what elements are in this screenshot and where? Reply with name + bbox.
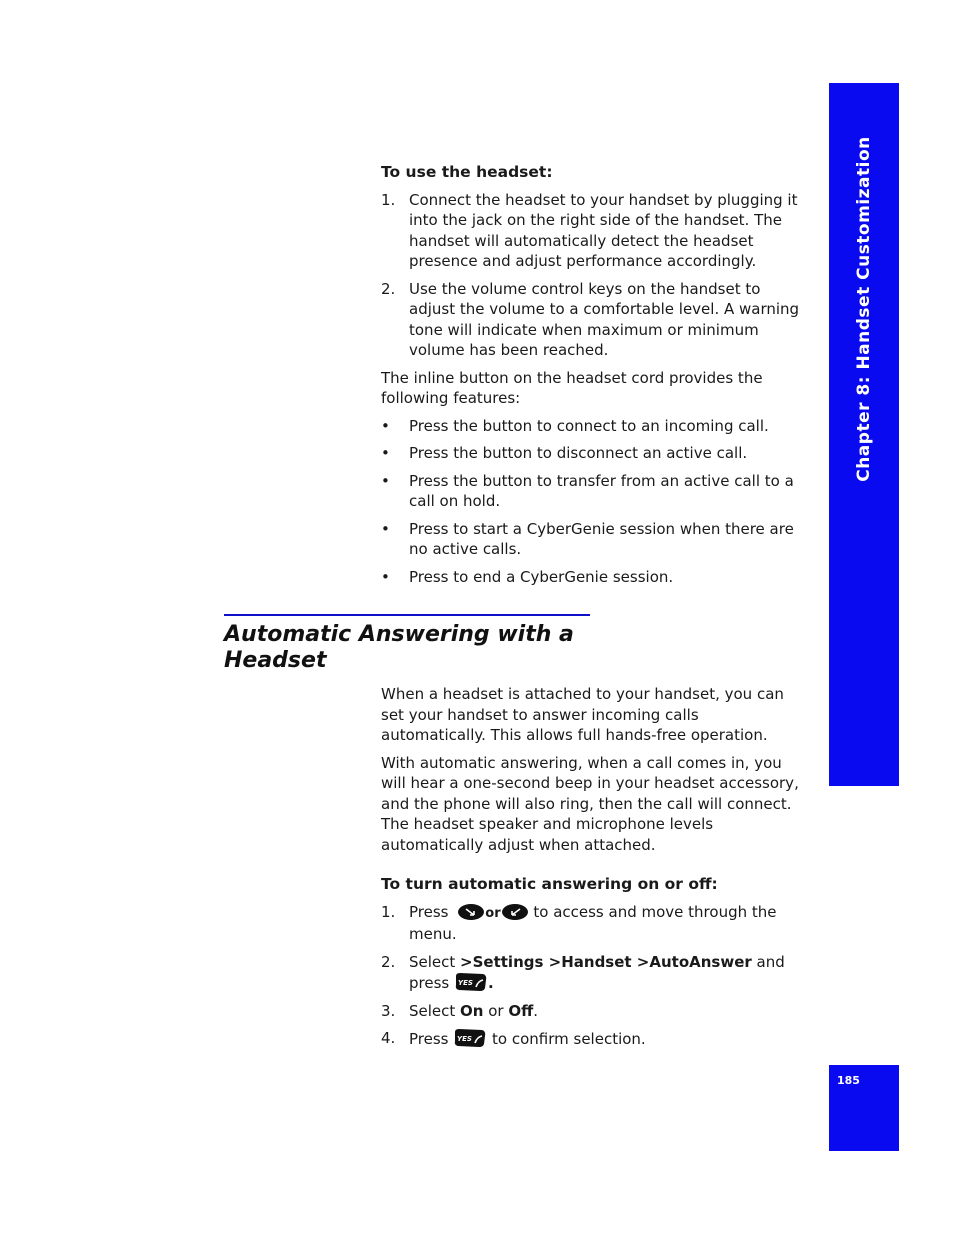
- headset-steps: [381, 190, 801, 361]
- svg-text:YES: YES: [457, 1035, 473, 1043]
- page-number-tab: [829, 1065, 899, 1151]
- auto-answer-section: [381, 684, 801, 1050]
- yes-key-icon: [453, 1028, 487, 1048]
- list-item: • Press to end a CyberGenie session.: [381, 567, 674, 586]
- list-item: • Press the button to transfer from an active call to a call on hold.: [381, 471, 794, 510]
- list-item: 2. Select >Settings >Handset >AutoAnswer and press YES .: [381, 952, 785, 992]
- chapter-title: Chapter 8: Handset Customization: [854, 136, 874, 482]
- headset-heading: To use the headset:: [381, 163, 553, 181]
- auto-answer-heading: To turn automatic answering on or off:: [381, 875, 718, 893]
- list-item: • Press the button to disconnect an active call.: [381, 444, 748, 462]
- section-title: Automatic Answering with a Headset: [224, 622, 574, 673]
- inline-button-features: [381, 416, 801, 588]
- menu-path: >Settings >Handset >AutoAnswer: [460, 952, 752, 971]
- headset-usage-section: [381, 162, 801, 587]
- list-item: 2. Use the volume control keys on the handset to adjust the volume to a comfortable level. A warning tone will indicate when maximum or minimum volume has been reached.: [381, 279, 800, 359]
- auto-answer-para-2: With automatic answering, when a call comes in, you will hear a one-second beep in your headset accessory, and the phone will also ring, then the call will connect. The headset speaker and microphone levels automatically adjust when attached.: [381, 753, 799, 854]
- auto-answer-steps: [381, 902, 801, 1050]
- yes-key-icon: [454, 972, 488, 992]
- chapter-side-tab: [829, 83, 899, 786]
- list-item: 1. Connect the headset to your handset by plugging it into the jack on the right side of the handset. The handset will automatically detect the headset presence and adjust performance accordingly.: [381, 190, 798, 270]
- nav-down-key-icon: [501, 903, 529, 921]
- list-item: 1. Press or to access and move through the menu.: [381, 902, 777, 943]
- section-divider: [224, 614, 590, 616]
- inline-button-intro: The inline button on the headset cord provides the following features:: [381, 368, 763, 407]
- auto-answer-para-1: When a headset is attached to your handset, you can set your handset to answer incoming calls automatically. This allows full hands-free operation.: [381, 685, 784, 744]
- page-number: 185: [837, 1074, 860, 1087]
- list-item: 3. Select On or Off.: [381, 1001, 539, 1020]
- list-item: 4. Press YES to confirm selection.: [381, 1029, 646, 1048]
- list-item: • Press the button to connect to an incoming call.: [381, 416, 769, 435]
- svg-text:YES: YES: [458, 979, 473, 987]
- nav-up-key-icon: [457, 903, 485, 921]
- list-item: • Press to start a CyberGenie session when there are no active calls.: [381, 519, 794, 558]
